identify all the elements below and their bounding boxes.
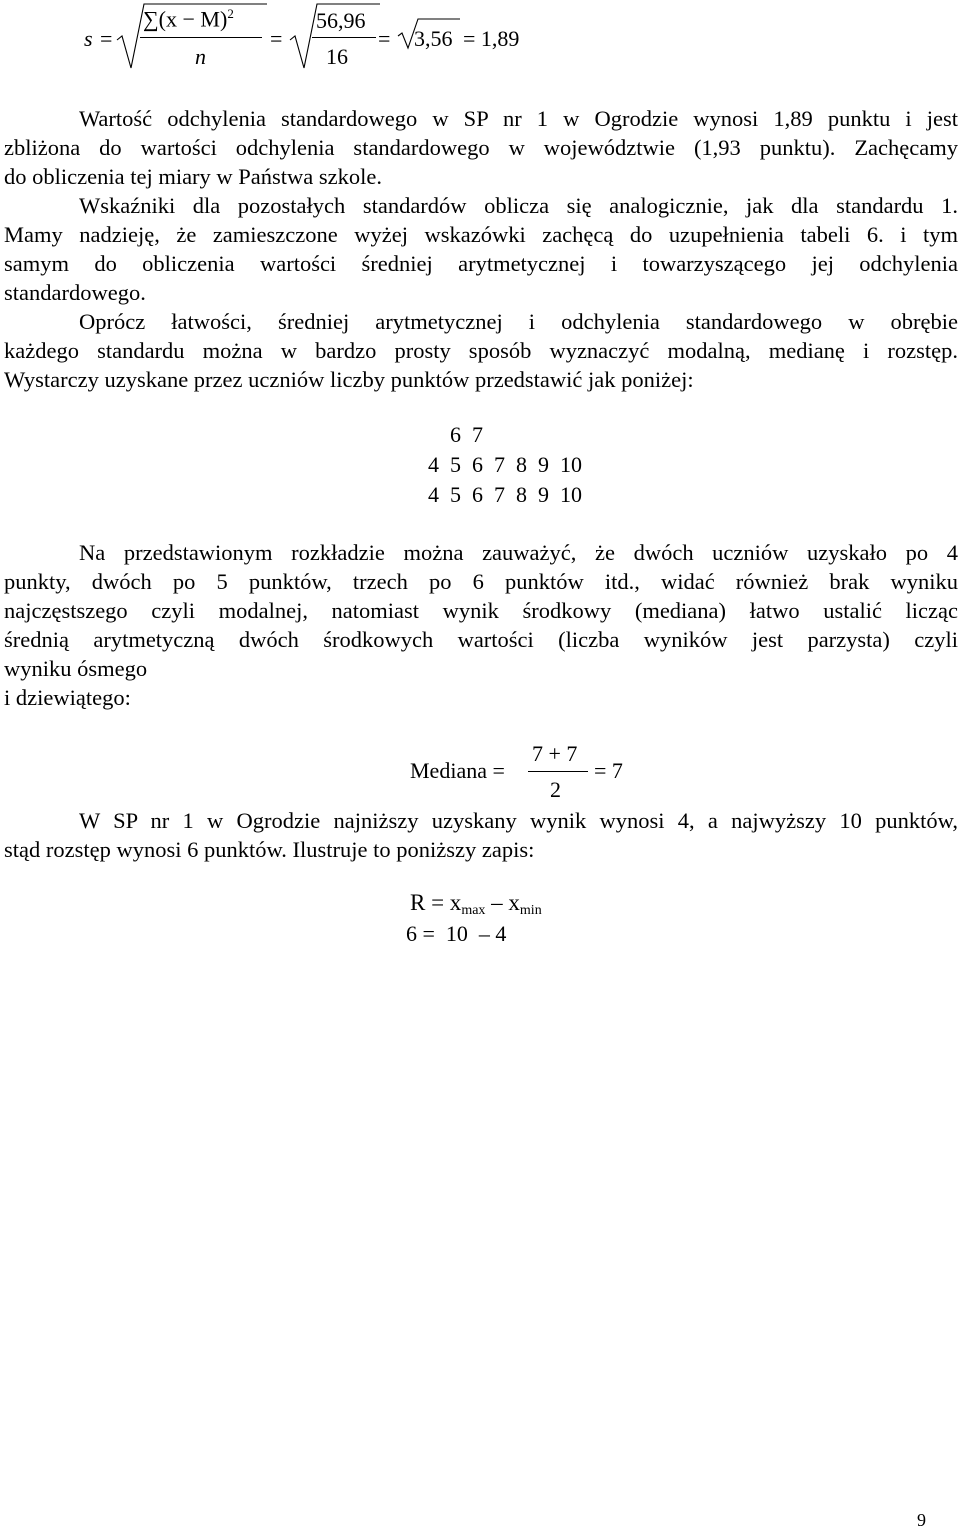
paragraph-4	[4, 538, 958, 712]
p1-line-1: Wartość odchylenia standardowego w SP nr 1 w Ogrodzie wynosi 1,89 punktu i jest	[79, 106, 958, 131]
formula-result: = 1,89	[463, 26, 520, 51]
p3-line-1: Oprócz łatwości, średniej arytmetycznej i odchylenia standardowego w obrębie	[79, 309, 958, 334]
score-row-3: 4 5 6 7 8 9 10	[428, 482, 582, 507]
p1-line-2: zbliżona do wartości odchylenia standardowego w województwie (1,93 punktu). Zachęcamy	[4, 135, 958, 160]
sub-min: min	[519, 903, 542, 918]
p2-line-1: Wskaźniki dla pozostałych standardów oblicza się analogicznie, jak dla standardu 1.	[79, 193, 958, 218]
p5-line-2: stąd rozstęp wynosi 6 punktów. Ilustruje to poniższy zapis:	[4, 837, 535, 862]
paragraph-5	[4, 806, 958, 864]
p4-line-1: Na przedstawionym rozkładzie można zauważyć, że dwóch uczniów uzyskało po 4	[79, 540, 958, 565]
range-line-2: 6 = 10 – 4	[406, 921, 507, 946]
p2-line-2: Mamy nadzieję, że zamieszczone wyżej wskazówki zachęcą do uzupełnienia tabeli 6. i tym	[4, 222, 958, 247]
median-fraction-bar	[528, 771, 588, 772]
formula-exponent: 2	[227, 6, 234, 21]
median-numerator: 7 + 7	[532, 741, 578, 766]
frac2-denominator: 16	[326, 44, 348, 69]
score-row-1: 6 7	[428, 422, 483, 447]
median-label: Mediana =	[410, 758, 505, 783]
paragraph-2	[4, 191, 958, 307]
p4-line-4: średnią arytmetyczną dwóch środkowych wartości (liczba wyników jest parzysta) czyli	[4, 627, 958, 652]
p4-line-3: najczęstszego czyli modalnej, natomiast wynik środkowy (mediana) łatwo ustalić licząc	[4, 598, 958, 623]
sqrt-value: 3,56	[414, 26, 453, 51]
sub-max: max	[461, 903, 486, 918]
range-line-1: $R = x_{max} - x_{min}$	[410, 890, 542, 918]
fraction-bar-1	[140, 37, 262, 38]
p1-line-3: do obliczenia tej miary w Państwa szkole.	[4, 164, 383, 189]
paragraph-3	[4, 307, 958, 394]
p2-line-3: samym do obliczenia wartości średniej arytmetycznej i towarzyszącego jej odchylenia	[4, 251, 958, 276]
p5-line-1: W SP nr 1 w Ogrodzie najniższy uzyskany wynik wynosi 4, a najwyższy 10 punktów,	[79, 808, 958, 833]
formula-denominator: n	[195, 44, 206, 69]
p2-line-4: standardowego.	[4, 280, 146, 305]
frac2-numerator: 56,96	[316, 8, 366, 33]
score-row-2: 4 5 6 7 8 9 10	[428, 452, 582, 477]
median-result: = 7	[594, 758, 623, 783]
p4-line-2: punkty, dwóch po 5 punktów, trzech po 6 punktów itd., widać również brak wyniku	[4, 569, 958, 594]
score-rows	[428, 420, 582, 510]
median-denominator: 2	[550, 777, 561, 802]
p3-line-3: Wystarczy uzyskane przez uczniów liczby punktów przedstawić jak poniżej:	[4, 367, 694, 392]
p4-line-6: i dziewiątego:	[4, 685, 131, 710]
formula-numerator: $\sum(x - M)^2$	[143, 6, 234, 32]
p3-line-2: każdego standardu można w bardzo prosty sposób wyznaczyć modalną, medianę i rozstęp.	[4, 338, 958, 363]
page-number: 9	[917, 1510, 926, 1530]
formula-equals-2: =	[270, 26, 283, 51]
formula-equals-1: =	[100, 26, 113, 51]
formula-equals-3: =	[378, 26, 391, 51]
formula-s-lhs: s	[84, 26, 93, 51]
fraction-bar-2	[312, 37, 376, 38]
paragraph-1	[4, 104, 958, 191]
p4-line-5: wyniku ósmego	[4, 656, 148, 681]
